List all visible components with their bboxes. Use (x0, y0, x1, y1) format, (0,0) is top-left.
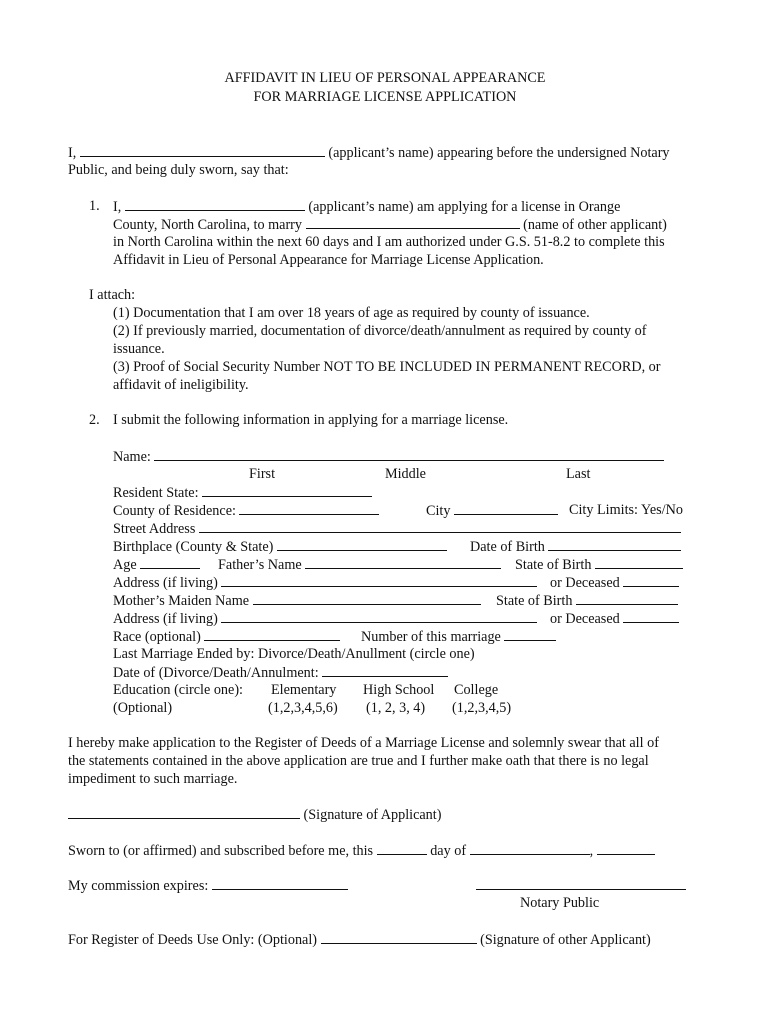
notary-signature-field[interactable] (476, 876, 686, 890)
attach-item-3: (3) Proof of Social Security Number NOT TO BE INCLUDED IN PERMANENT RECORD, or (113, 359, 661, 375)
notary-signature-row (476, 876, 686, 895)
other-applicant-name-field[interactable] (306, 215, 520, 229)
other-applicant-signature-field[interactable] (321, 930, 477, 944)
city-row: City (426, 501, 558, 520)
item1-number: 1. (89, 198, 100, 214)
attach-item-2: (2) If previously married, documentation of divorce/death/annulment as required by county of (113, 323, 647, 339)
name-last-label: Last (566, 466, 591, 482)
oath-line3: impediment to such marriage. (68, 771, 238, 787)
high-school-options: (1, 2, 3, 4) (366, 700, 426, 716)
mother-deceased-field[interactable] (623, 609, 679, 623)
county-field[interactable] (239, 501, 379, 515)
race-row: Race (optional) (113, 627, 340, 646)
education-high-school[interactable]: High School (363, 682, 435, 698)
item1-line2: County, North Carolina, to marry (name of other applicant) (113, 217, 667, 233)
name-middle-label: Middle (385, 466, 426, 482)
register-row: For Register of Deeds Use Only: (Optional) (Signature of other Applicant) (68, 932, 651, 948)
mother-state-birth-row: State of Birth (496, 591, 678, 610)
applicant-name-field[interactable] (80, 143, 325, 157)
date-of-divorce-field[interactable] (322, 663, 448, 677)
commission-row: My commission expires: (68, 876, 348, 895)
sworn-row: Sworn to (or affirmed) and subscribed before me, this day of , (68, 841, 655, 860)
attach-item-3-cont: affidavit of ineligibility. (113, 377, 249, 393)
father-row: Father’s Name (218, 555, 501, 574)
item1-applicant-name-field[interactable] (125, 197, 305, 211)
document-title-line2: FOR MARRIAGE LICENSE APPLICATION (253, 89, 517, 105)
education-college[interactable]: College (454, 682, 499, 698)
father-address-field[interactable] (221, 573, 537, 587)
mother-address-field[interactable] (221, 609, 537, 623)
dob-row: Date of Birth (470, 537, 681, 556)
mother-deceased-row: or Deceased (550, 609, 679, 628)
resident-state-row: Resident State: (113, 483, 372, 502)
birthplace-field[interactable] (277, 537, 447, 551)
attach-item-2-cont: issuance. (113, 341, 165, 357)
father-deceased-row: or Deceased (550, 573, 679, 592)
notary-public-label: Notary Public (520, 895, 600, 911)
oath-line1: I hereby make application to the Register of Deeds of a Marriage License and solemnly swear that all of (68, 735, 659, 751)
attach-heading: I attach: (89, 287, 136, 303)
education-optional: (Optional) (113, 700, 173, 716)
item1-line4: Affidavit in Lieu of Personal Appearance for Marriage License Application. (113, 252, 544, 268)
oath-line2: the statements contained in the above application are true and I further make oath that there is no legal (68, 753, 649, 769)
college-options: (1,2,3,4,5) (452, 700, 512, 716)
elementary-options: (1,2,3,4,5,6) (268, 700, 338, 716)
father-state-of-birth-field[interactable] (595, 555, 683, 569)
item1-line3: in North Carolina within the next 60 days and I am authorized under G.S. 51-8.2 to complete this (113, 234, 665, 250)
father-name-field[interactable] (305, 555, 501, 569)
age-row: Age (113, 555, 200, 574)
sworn-month-field[interactable] (470, 841, 590, 855)
item1-line1: I, (applicant’s name) am applying for a license in Orange (113, 199, 621, 215)
city-field[interactable] (454, 501, 558, 515)
birthplace-row: Birthplace (County & State) (113, 537, 447, 556)
number-of-marriage-field[interactable] (504, 627, 556, 641)
intro-line1: I, (applicant’s name) appearing before the undersigned Notary (68, 145, 670, 161)
mother-row: Mother’s Maiden Name (113, 591, 481, 610)
city-limits: City Limits: Yes/No (569, 502, 683, 518)
street-address-field[interactable] (199, 519, 681, 533)
name-first-label: First (249, 466, 276, 482)
intro-line2: Public, and being duly sworn, say that: (68, 162, 289, 178)
name-row: Name: (113, 447, 664, 466)
sworn-year-field[interactable] (597, 841, 655, 855)
applicant-signature-field[interactable] (68, 805, 300, 819)
mother-address-row: Address (if living) (113, 609, 537, 628)
education-label: Education (circle one): (113, 682, 243, 698)
race-field[interactable] (204, 627, 340, 641)
attach-item-1: (1) Documentation that I am over 18 years of age as required by county of issuance. (113, 305, 590, 321)
county-row: County of Residence: (113, 501, 379, 520)
education-elementary[interactable]: Elementary (271, 682, 337, 698)
mother-state-of-birth-field[interactable] (576, 591, 678, 605)
sworn-day-field[interactable] (377, 841, 427, 855)
resident-state-field[interactable] (202, 483, 372, 497)
father-address-row: Address (if living) (113, 573, 537, 592)
father-state-birth-row: State of Birth (515, 555, 683, 574)
commission-expires-field[interactable] (212, 876, 348, 890)
document-title-line1: AFFIDAVIT IN LIEU OF PERSONAL APPEARANCE (224, 70, 546, 86)
name-field[interactable] (154, 447, 664, 461)
number-marriage-row: Number of this marriage (361, 627, 556, 646)
date-of-birth-field[interactable] (548, 537, 681, 551)
mother-maiden-name-field[interactable] (253, 591, 481, 605)
item2-text: I submit the following information in applying for a marriage license. (113, 412, 509, 428)
item2-number: 2. (89, 412, 100, 428)
street-row: Street Address (113, 519, 681, 538)
applicant-signature-row: (Signature of Applicant) (68, 805, 441, 824)
date-ddh-row: Date of (Divorce/Death/Annulment: (113, 663, 448, 682)
last-marriage-ended: Last Marriage Ended by: Divorce/Death/Anullment (circle one) (113, 646, 475, 662)
age-field[interactable] (140, 555, 200, 569)
father-deceased-field[interactable] (623, 573, 679, 587)
